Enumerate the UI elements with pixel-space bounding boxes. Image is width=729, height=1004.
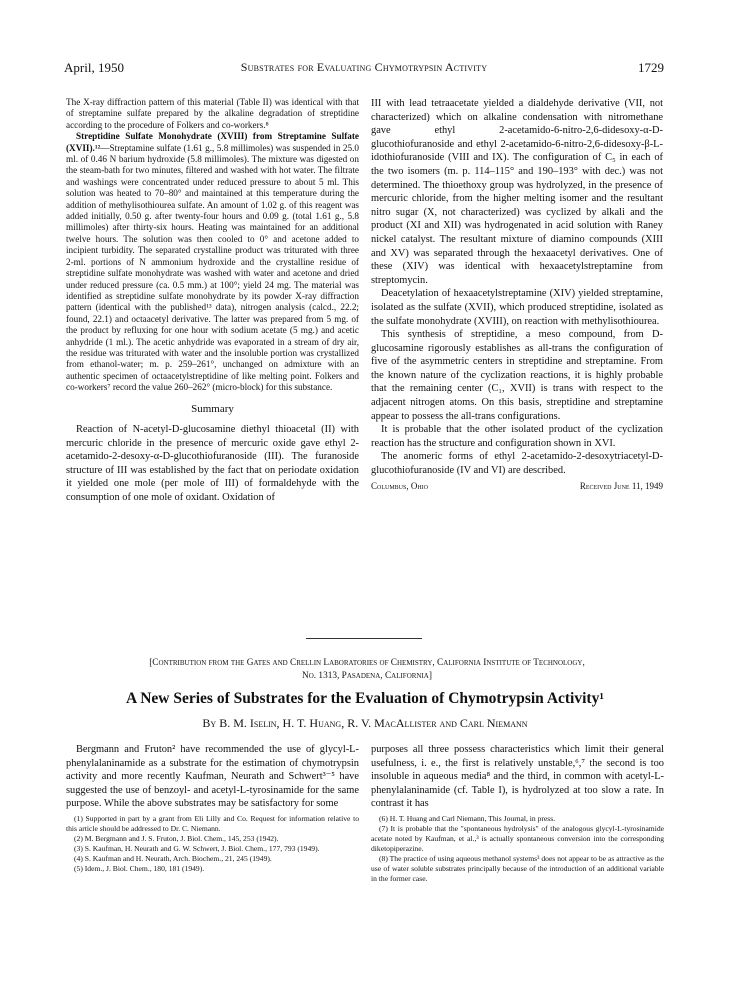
page-number: 1729 (638, 60, 664, 75)
experimental-body: —Streptamine sulfate (1.61 g., 5.8 millimoles) was suspended in 25.0 ml. of 0.46 N barium hydroxide (5.8 millimoles). The mixture was digested on the steam-bath for two minutes, filtered and washed with hot water. The filtrate and washings were concentrated under reduced pressure to about 5 ml. This solution was heated to 70–80° and maintained at this temperature during the addition of methylisothiourea sulfate. An amount of 1.02 g. of this reagent was added initially, 0.50 g. after twenty-four hours and 0.09 g. (total 1.61 g., 5.8 millimoles) after thirty-six hours. Heating was maintained for an additional twelve hours. The solution was then cooled to 0° and acetone added to incipient turbidity. The separated crystalline product was triturated with three 2-ml. portions of N ammonium hydroxide and the crystalline residue of streptidine sulfate monohydrate was washed with water and acetone and dried under reduced pressure (ca. 0.5 mm.) at 100°; yield 24 mg. The material was identified as streptidine sulfate monohydrate by its powder X-ray diffraction pattern (identical with the published¹³ data), nitrogen analysis (calcd., 22.2; found, 22.1) and octaacetyl derivative. The latter was prepared from 5 mg. of the product by refluxing for one hour with sodium acetate (5 mg.) and acetic anhydride (1 ml.). The acetic anhydride was evaporated in a stream of dry air, the residue was triturated with water and the insoluble portion was crystallized from ethanol-water; m. p. 259–261°, unchanged on admixture with an authentic specimen of octaacetylstreptidine of like melting point. Folkers and co-workers⁷ record the value 260–262° (micro-block) for this substance. (66, 142, 359, 393)
issue-date: April, 1950 (64, 60, 124, 75)
paragraph: It is probable that the other isolated product of the cyclization reaction has the structure and configuration shown in XVI. (371, 424, 663, 449)
summary-heading: Summary (191, 402, 234, 415)
footnote: (6) H. T. Huang and Carl Niemann, This Journal, in press. (379, 813, 556, 823)
divider (306, 638, 422, 639)
received-date: Received June 11, 1949 (579, 480, 663, 491)
contribution-note (70, 657, 664, 682)
article-title: A New Series of Substrates for the Evaluation of Chymotrypsin Activity¹ (126, 690, 604, 707)
footnotes (66, 814, 359, 874)
footnote: (8) The practice of using aqueous methanol systems³ does not appear to be as attractive as the use of water soluble substrates principally because of the introduction of an additional variable in the former case. (371, 853, 664, 883)
article-authors: By B. M. Iselin, H. T. Huang, R. V. MacAllister and Carl Niemann (202, 716, 528, 730)
paragraph: III with lead tetraacetate yielded a dialdehyde derivative (VII, not characterized) which on alkaline condensation with nitromethane gave ethyl 2-acetamido-6-nitro-2,6-didesoxy-α-D-glucothiofuranoside and ethyl 2-acetamido-6-nitro-2,6-didesoxy-β-L-idothiofuranoside (VIII and IX). The configuration of C₅ in each of the two isomers (m. p. 114–115° and 190–193° with dec.) was not determined. The thioethoxy group was hydrolyzed, in the presence of mercuric chloride, from the higher melting isomer and the resultant nitro sugar (X, not characterized) was cyclized by alkali and the product (XI and XII) was hydrogenated in acid solution with Raney nickel catalyst. The resultant mixture of diamino compounds (XIII and XV) was separated through the hexaacetyl derivatives. One of these (XIV) was identical with hexaacetylstreptamine from streptomycin. (371, 98, 663, 286)
footnote: (7) It is probable that the "spontaneous hydrolysis" of the analogous glycyl-L-tyrosinamide acetate noted by Kaufman, et al.,³ is actually spontaneous conversion into the corresponding diketopiperazine. (371, 823, 664, 853)
footnote: (4) S. Kaufman and H. Neurath, Arch. Biochem., 21, 245 (1949). (74, 853, 272, 863)
left-column-top (66, 97, 359, 505)
footnotes (371, 814, 664, 884)
right-column-article (371, 743, 664, 884)
running-title: Substrates for Evaluating Chymotrypsin Activity (240, 60, 488, 74)
paragraph: The anomeric forms of ethyl 2-acetamido-2-desoxytriacetyl-D-glucothiofuranoside (IV and VI) are described. (371, 451, 663, 477)
contribution-line: No. 1313, Pasadena, California] (302, 670, 432, 681)
footnote: (5) Idem., J. Biol. Chem., 180, 181 (1949). (74, 863, 205, 873)
paragraph: purposes all three possess characteristics which limit their general usefulness, i. e., the first is relatively unstable,⁶,⁷ the second is too insoluble in aqueous media⁸ and the third, in common with acetyl-L-phenylalaninamide (cf. Table I), is hydrolyzed at too slow a rate. In contrast it has (371, 744, 664, 810)
paragraph: The X-ray diffraction pattern of this material (Table II) was identical with that of streptamine sulfate prepared by the alkaline degradation of streptidine according to the procedure of Folkers and co-workers.⁸ (66, 97, 359, 130)
signature-line (371, 480, 663, 494)
summary-paragraph: Reaction of N-acetyl-D-glucosamine diethyl thioacetal (II) with mercuric chloride in the presence of mercuric oxide gave ethyl 2-acetamido-2-desoxy-α-D-glucothiofuranoside (III). The furanoside structure of III was established by the fact that on periodate oxidation it yielded one mole (per mole of III) of formaldehyde with the consumption of one mole of oxidant. Oxidation of (66, 423, 359, 503)
contribution-line: [Contribution from the Gates and Crellin Laboratories of Chemistry, California Institute of Technology, (149, 658, 585, 668)
paragraph: Bergmann and Fruton² have recommended the use of glycyl-L-phenylalaninamide as a substrate for the estimation of chymotrypsin activity and more recently Kaufman, Neurath and Schwert³⁻⁵ have suggested the use of benzoyl- and acetyl-L-tyrosinamide for the same purpose. While the above substrates may be satisfactory for some (66, 744, 359, 810)
left-column-article (66, 743, 359, 874)
experimental-paragraph (66, 131, 359, 393)
footnote: (2) M. Bergmann and J. S. Fruton, J. Biol. Chem., 145, 253 (1942). (74, 833, 279, 843)
right-column-top (371, 97, 663, 493)
experimental-heading: Streptidine Sulfate Monohydrate (XVIII) from Streptamine Sulfate (XVII).¹² (66, 131, 359, 153)
paragraph: This synthesis of streptidine, a meso compound, from D-glucosamine rigorously establishes as all-trans the configuration of five of the asymmetric centers in streptidine and streptamine. From the known nature of the cyclization reactions, it is highly probable that the remaining center (C₁, XVII) is trans with respect to the adjacent nitrogen atoms. On this basis, streptidine and streptamine appear to possess the all-trans configurations. (371, 329, 663, 422)
location: Columbus, Ohio (371, 480, 429, 491)
footnote: (1) Supported in part by a grant from Eli Lilly and Co. Request for information relative to this article should be addressed to Dr. C. Niemann. (66, 813, 359, 833)
footnote: (3) S. Kaufman, H. Neurath and G. W. Schwert, J. Biol. Chem., 177, 793 (1949). (74, 843, 320, 853)
paragraph: Deacetylation of hexaacetylstreptamine (XIV) yielded streptamine, isolated as the sulfate (XVII), which produced streptidine, isolated as the sulfate monohydrate (XVIII), on reaction with methylisothiourea. (371, 288, 663, 327)
page-header (64, 60, 664, 80)
